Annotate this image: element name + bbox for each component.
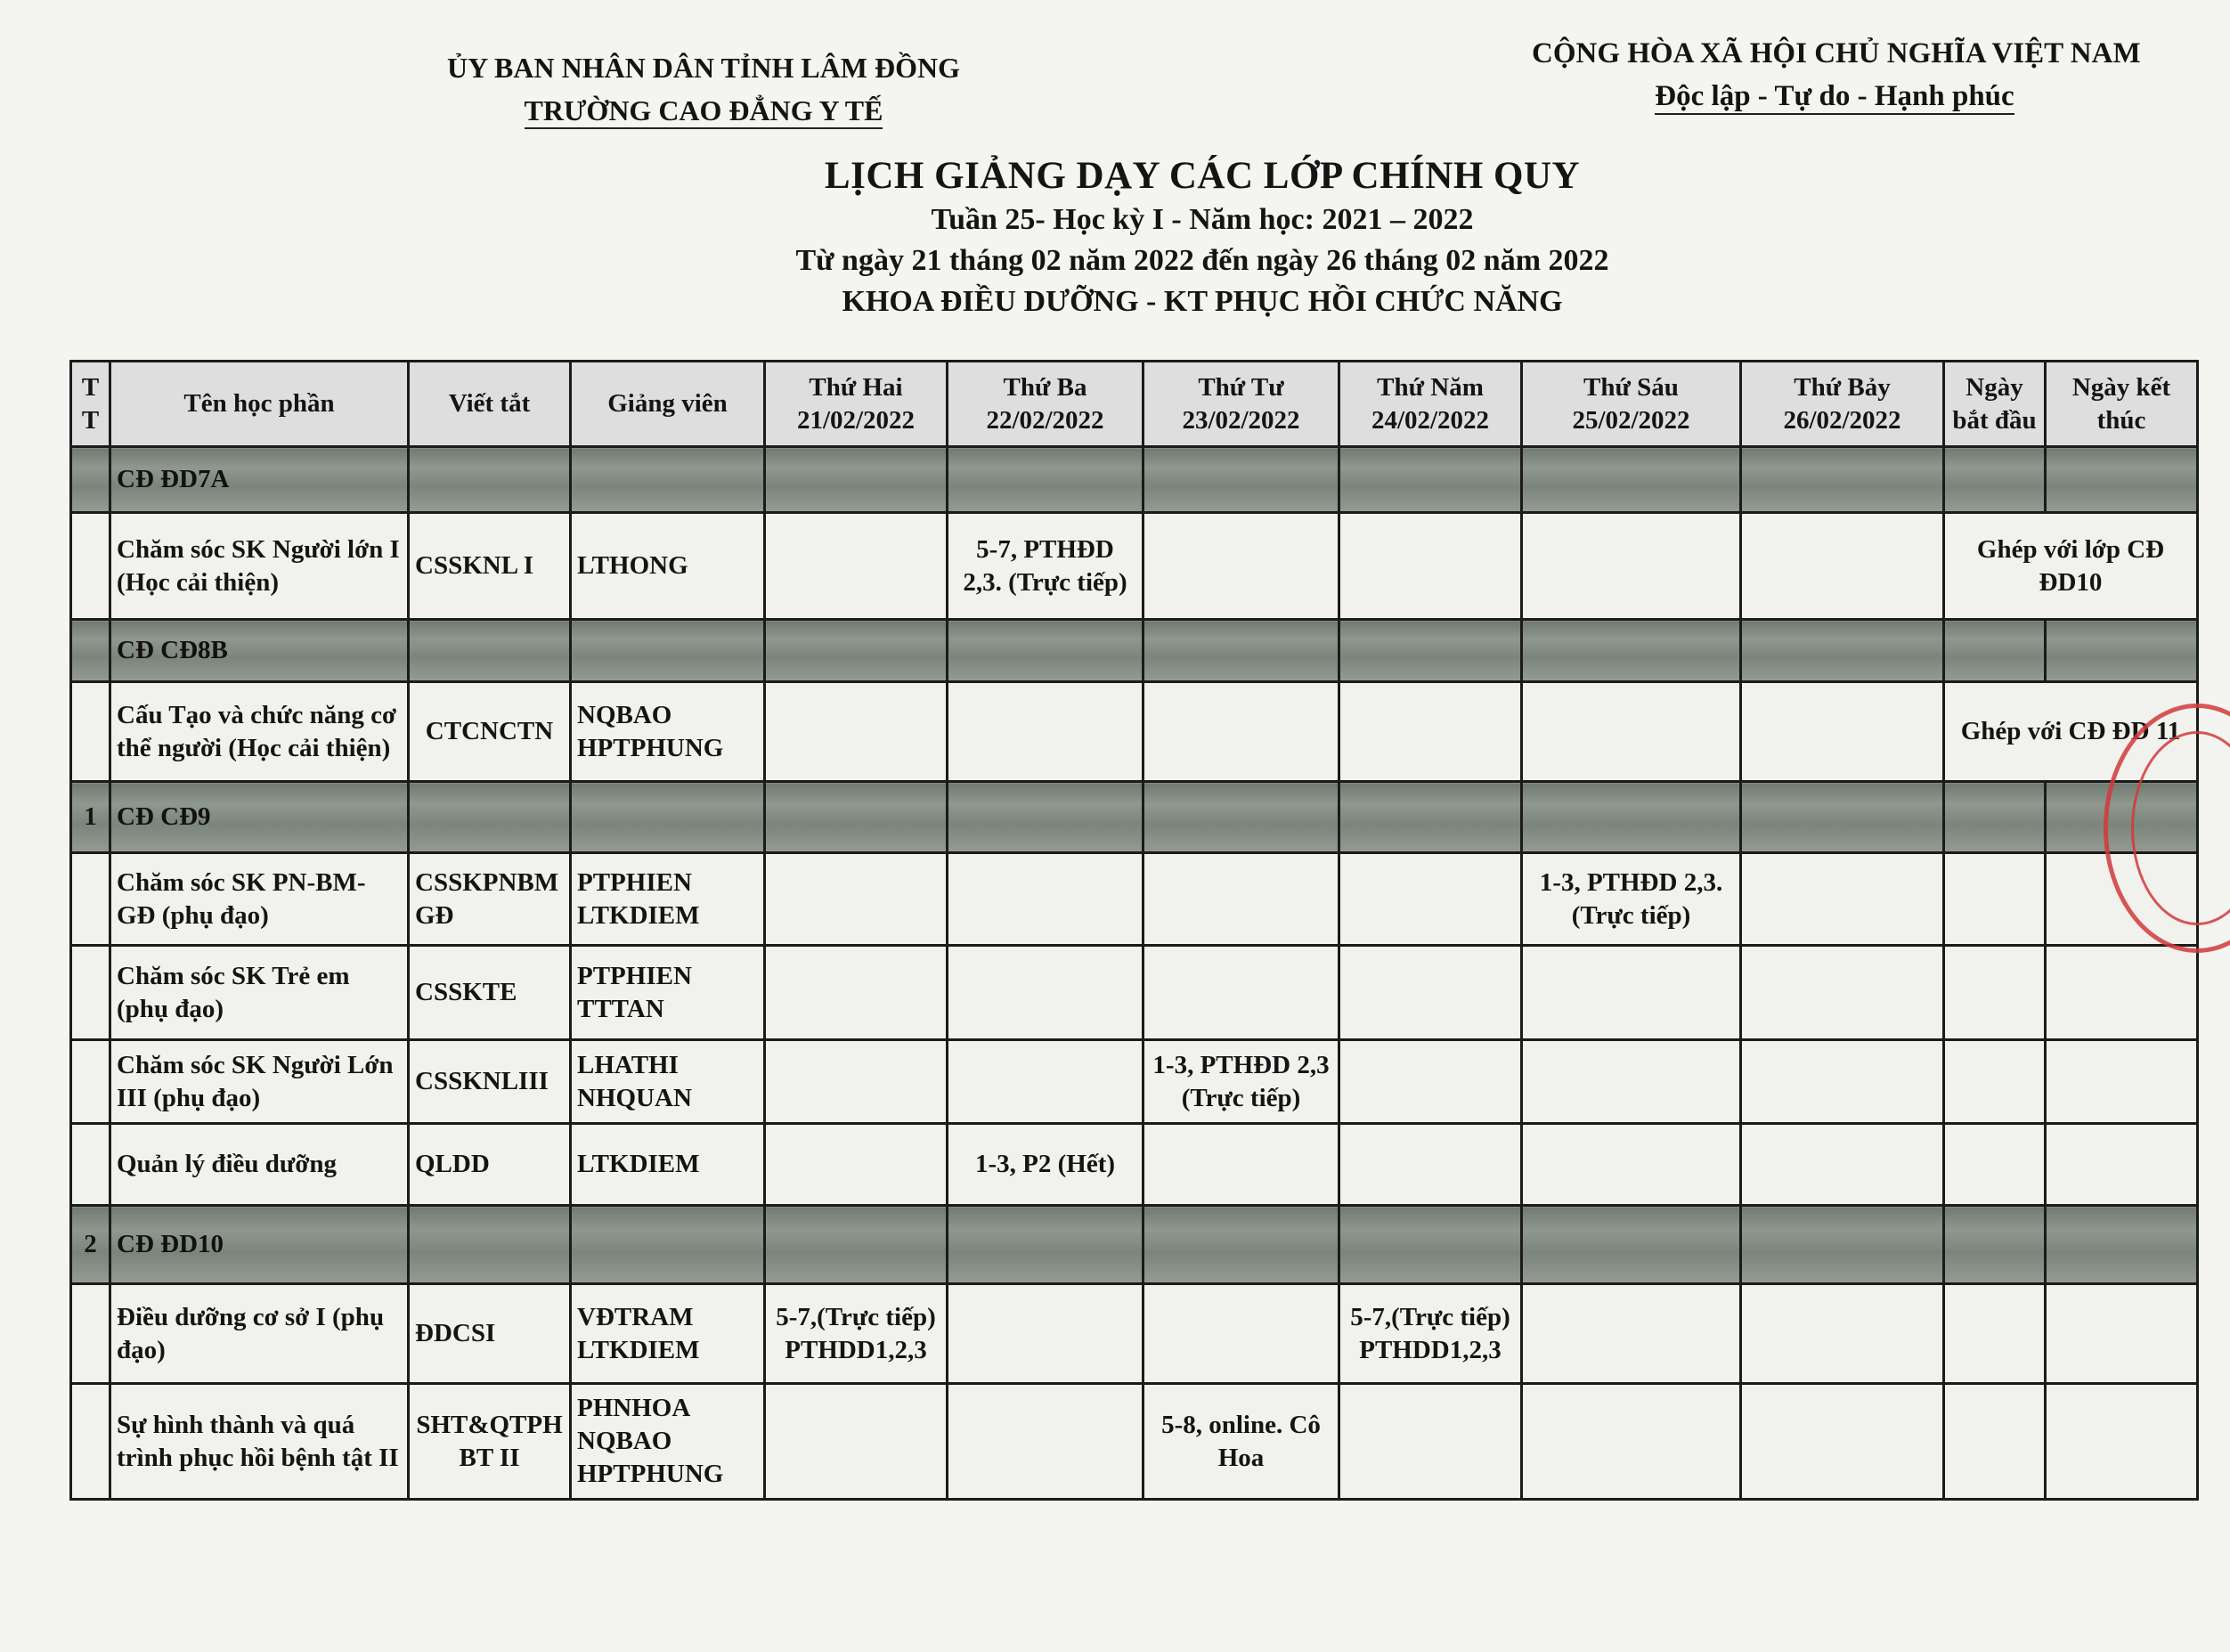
section-name: CĐ CĐ8B	[110, 620, 409, 682]
wed-cell: 5-8, online. Cô Hoa	[1143, 1384, 1339, 1500]
tue-cell	[948, 946, 1143, 1040]
thu-cell	[1339, 946, 1522, 1040]
row-number	[71, 853, 110, 946]
thu-cell	[1339, 513, 1522, 620]
section-number	[71, 447, 110, 513]
section-row	[71, 782, 2198, 853]
course-abbr: CTCNCTN	[409, 682, 571, 782]
sat-cell	[1741, 1124, 1944, 1206]
table-row	[71, 946, 2198, 1040]
start-cell	[1944, 853, 2046, 946]
row-number	[71, 1284, 110, 1384]
course-abbr: QLDD	[409, 1124, 571, 1206]
course-name: Cấu Tạo và chức năng cơ thể người (Học cải thiện)	[110, 682, 409, 782]
mon-cell	[765, 682, 948, 782]
school-name: TRƯỜNG CAO ĐẲNG Y TẾ	[525, 94, 883, 129]
end-cell	[2046, 1384, 2198, 1500]
faculty-line: KHOA ĐIỀU DƯỠNG - KT PHỤC HỒI CHỨC NĂNG	[842, 285, 1563, 318]
header-sat: Thứ Bảy 26/02/2022	[1741, 362, 1944, 447]
start-cell	[1944, 946, 2046, 1040]
header-fri: Thứ Sáu 25/02/2022	[1522, 362, 1741, 447]
section-name: CĐ ĐD10	[110, 1206, 409, 1284]
week-line: Tuần 25- Học kỳ I - Năm học: 2021 – 2022	[931, 203, 1474, 236]
sat-cell	[1741, 1284, 1944, 1384]
teacher: PTPHIEN LTKDIEM	[571, 853, 765, 946]
tue-cell	[948, 1384, 1143, 1500]
sat-cell	[1741, 513, 1944, 620]
mon-cell	[765, 1384, 948, 1500]
national-line2	[1532, 75, 2137, 118]
wed-cell	[1143, 1284, 1339, 1384]
mon-cell	[765, 853, 948, 946]
row-number	[71, 1384, 110, 1500]
thu-cell: 5-7,(Trực tiếp) PTHDD1,2,3	[1339, 1284, 1522, 1384]
wed-cell	[1143, 513, 1339, 620]
merge-note: Ghép với CĐ ĐD 11	[1944, 682, 2198, 782]
teacher: NQBAO HPTPHUNG	[571, 682, 765, 782]
end-cell	[2046, 853, 2198, 946]
fri-cell	[1522, 946, 1741, 1040]
end-cell	[2046, 1284, 2198, 1384]
mon-cell	[765, 1124, 948, 1206]
tue-cell	[948, 1284, 1143, 1384]
wed-cell: 1-3, PTHĐD 2,3 (Trực tiếp)	[1143, 1040, 1339, 1124]
end-cell	[2046, 1040, 2198, 1124]
document-title-block	[623, 153, 1781, 322]
section-row	[71, 447, 2198, 513]
table-row	[71, 1384, 2198, 1500]
thu-cell	[1339, 1384, 1522, 1500]
table-row	[71, 682, 2198, 782]
course-name: Chăm sóc SK Người lớn I (Học cải thiện)	[110, 513, 409, 620]
table-row	[71, 853, 2198, 946]
fri-cell	[1522, 682, 1741, 782]
section-row	[71, 1206, 2198, 1284]
header-tue: Thứ Ba 22/02/2022	[948, 362, 1143, 447]
header-mon: Thứ Hai 21/02/2022	[765, 362, 948, 447]
end-cell	[2046, 946, 2198, 1040]
course-name: Chăm sóc SK PN-BM-GĐ (phụ đạo)	[110, 853, 409, 946]
thu-cell	[1339, 1040, 1522, 1124]
header-thu: Thứ Năm 24/02/2022	[1339, 362, 1522, 447]
section-name: CĐ ĐD7A	[110, 447, 409, 513]
thu-cell	[1339, 682, 1522, 782]
header-tt: T T	[71, 362, 110, 447]
merge-note: Ghép với lớp CĐ ĐD10	[1944, 513, 2198, 620]
mon-cell: 5-7,(Trực tiếp) PTHDD1,2,3	[765, 1284, 948, 1384]
fri-cell	[1522, 1040, 1741, 1124]
row-number	[71, 1124, 110, 1206]
mon-cell	[765, 1040, 948, 1124]
table-row	[71, 513, 2198, 620]
date-range-line: Từ ngày 21 tháng 02 năm 2022 đến ngày 26 tháng 02 năm 2022	[795, 244, 1609, 277]
header-end: Ngày kết thúc	[2046, 362, 2198, 447]
header-teacher: Giảng viên	[571, 362, 765, 447]
row-number	[71, 946, 110, 1040]
fri-cell: 1-3, PTHĐD 2,3. (Trực tiếp)	[1522, 853, 1741, 946]
section-number: 1	[71, 782, 110, 853]
sat-cell	[1741, 682, 1944, 782]
sat-cell	[1741, 1040, 1944, 1124]
end-cell	[2046, 1124, 2198, 1206]
header-wed: Thứ Tư 23/02/2022	[1143, 362, 1339, 447]
table-row	[71, 1040, 2198, 1124]
issuer-line1: ỦY BAN NHÂN DÂN TỈNH LÂM ĐỒNG	[446, 52, 960, 84]
course-name: Chăm sóc SK Trẻ em (phụ đạo)	[110, 946, 409, 1040]
thu-cell	[1339, 853, 1522, 946]
teacher: PTPHIEN TTTAN	[571, 946, 765, 1040]
course-abbr: CSSKTE	[409, 946, 571, 1040]
header-course: Tên học phần	[110, 362, 409, 447]
teacher: PHNHOA NQBAO HPTPHUNG	[571, 1384, 765, 1500]
wed-cell	[1143, 1124, 1339, 1206]
teacher: LHATHI NHQUAN	[571, 1040, 765, 1124]
national-line1: CỘNG HÒA XÃ HỘI CHỦ NGHĨA VIỆT NAM	[1532, 37, 2141, 69]
teacher: LTKDIEM	[571, 1124, 765, 1206]
mon-cell	[765, 946, 948, 1040]
tue-cell: 5-7, PTHĐD 2,3. (Trực tiếp)	[948, 513, 1143, 620]
issuer-line2	[419, 89, 989, 132]
section-number	[71, 620, 110, 682]
tue-cell	[948, 682, 1143, 782]
course-abbr: SHT&QTPH BT II	[409, 1384, 571, 1500]
fri-cell	[1522, 1384, 1741, 1500]
course-abbr: CSSKNLIII	[409, 1040, 571, 1124]
section-name: CĐ CĐ9	[110, 782, 409, 853]
fri-cell	[1522, 1124, 1741, 1206]
national-header	[1532, 32, 2141, 118]
teacher: LTHONG	[571, 513, 765, 620]
course-name: Chăm sóc SK Người Lớn III (phụ đạo)	[110, 1040, 409, 1124]
header-start: Ngày bắt đầu	[1944, 362, 2046, 447]
sat-cell	[1741, 946, 1944, 1040]
tue-cell	[948, 853, 1143, 946]
start-cell	[1944, 1124, 2046, 1206]
course-name: Điều dưỡng cơ sở I (phụ đạo)	[110, 1284, 409, 1384]
tue-cell	[948, 1040, 1143, 1124]
course-abbr: CSSKNL I	[409, 513, 571, 620]
row-number	[71, 1040, 110, 1124]
course-name: Sự hình thành và quá trình phục hồi bệnh tật II	[110, 1384, 409, 1500]
teacher: VĐTRAM LTKDIEM	[571, 1284, 765, 1384]
start-cell	[1944, 1040, 2046, 1124]
wed-cell	[1143, 946, 1339, 1040]
course-name: Quản lý điều dưỡng	[110, 1124, 409, 1206]
table-row	[71, 1124, 2198, 1206]
section-number: 2	[71, 1206, 110, 1284]
header-row	[71, 362, 2198, 447]
section-row	[71, 620, 2198, 682]
header-abbr: Viết tắt	[409, 362, 571, 447]
sat-cell	[1741, 853, 1944, 946]
start-cell	[1944, 1284, 2046, 1384]
fri-cell	[1522, 1284, 1741, 1384]
row-number	[71, 513, 110, 620]
mon-cell	[765, 513, 948, 620]
document-title: LỊCH GIẢNG DẠY CÁC LỚP CHÍNH QUY	[824, 155, 1581, 197]
course-abbr: ĐDCSI	[409, 1284, 571, 1384]
wed-cell	[1143, 682, 1339, 782]
wed-cell	[1143, 853, 1339, 946]
issuer-header	[419, 46, 989, 132]
start-cell	[1944, 1384, 2046, 1500]
sat-cell	[1741, 1384, 1944, 1500]
course-abbr: CSSKPNBM GĐ	[409, 853, 571, 946]
motto: Độc lập - Tự do - Hạnh phúc	[1655, 80, 2014, 115]
row-number	[71, 682, 110, 782]
fri-cell	[1522, 513, 1741, 620]
thu-cell	[1339, 1124, 1522, 1206]
table-row	[71, 1284, 2198, 1384]
schedule-table	[69, 360, 2199, 1501]
tue-cell: 1-3, P2 (Hết)	[948, 1124, 1143, 1206]
